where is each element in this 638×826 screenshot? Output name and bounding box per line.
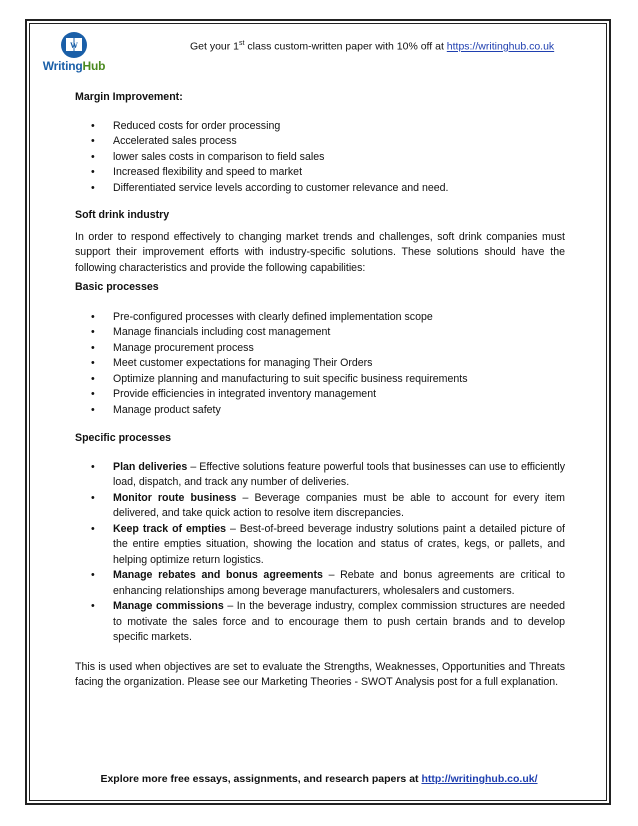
list-item: • Manage procurement process [75, 341, 565, 357]
basic-heading: Basic processes [75, 281, 159, 293]
footer: Explore more free essays, assignments, and research papers at http://writinghub.co.uk/ [100, 773, 538, 785]
svg-text:W: W [70, 41, 78, 50]
top-banner: Get your 1st class custom-written paper with 10% off at https://writinghub.co.uk [190, 40, 555, 53]
list-item: • Keep track of empties – Best-of-breed beverage industry solutions paint a detailed picture of the entire empties situation, showing the location and status of crates, kegs, or pallets, and helping optimize return logistics. [75, 522, 565, 569]
list-item: • Plan deliveries – Effective solutions feature powerful tools that businesses can use to efficiently load, dispatch, and track any number of deliveries. [75, 460, 565, 491]
list-item: • Accelerated sales process [75, 134, 565, 150]
margin-list [75, 119, 565, 197]
writinghub-logo[interactable] [33, 31, 115, 75]
list-item: • Optimize planning and manufacturing to suit specific business requirements [75, 372, 565, 388]
list-item: • Pre-configured processes with clearly defined implementation scope [75, 310, 565, 326]
list-item: • Monitor route business – Beverage companies must be able to account for every item delivered, and take quick action to resolve item discrepancies. [75, 491, 565, 522]
specific-heading: Specific processes [75, 432, 171, 444]
logo-wordmark: WritingHub [42, 59, 106, 73]
closing-paragraph: This is used when objectives are set to evaluate the Strengths, Weaknesses, Opportunities and Threats facing the organization. Please see our Marketing Theories - SWOT Analysis post for a full explanation. [75, 660, 565, 688]
document-body [75, 90, 565, 691]
list-item: • Increased flexibility and speed to market [75, 165, 565, 181]
banner-link[interactable]: https://writinghub.co.uk [446, 40, 555, 53]
softdrink-paragraph: In order to respond effectively to changing market trends and challenges, soft drink companies must support their improvement efforts with industry-specific solutions. These solutions should have the following characteristics and provide the following capabilities: [75, 230, 565, 274]
list-item: • Manage rebates and bonus agreements – Rebate and bonus agreements are critical to enhancing relationships among beverage manufacturers, wholesalers and customers. [75, 568, 565, 599]
list-item: • Reduced costs for order processing [75, 119, 565, 135]
book-logo-icon [33, 31, 115, 61]
list-item: • Manage commissions – In the beverage industry, complex commission structures are needed to motivate the sales force and to encourage them to push certain brands and to develop specific markets. [75, 599, 565, 646]
list-item: • Manage financials including cost management [75, 325, 565, 341]
list-item: • Provide efficiencies in integrated inventory management [75, 387, 565, 403]
softdrink-heading: Soft drink industry [75, 209, 170, 221]
list-item: • lower sales costs in comparison to field sales [75, 150, 565, 166]
basic-list [75, 310, 565, 419]
list-item: • Differentiated service levels according to customer relevance and need. [75, 181, 565, 197]
margin-heading: Margin Improvement: [75, 91, 183, 103]
footer-link[interactable]: http://writinghub.co.uk/ [421, 773, 538, 785]
list-item: • Manage product safety [75, 403, 565, 419]
list-item: • Meet customer expectations for managing Their Orders [75, 356, 565, 372]
specific-list [75, 460, 565, 646]
